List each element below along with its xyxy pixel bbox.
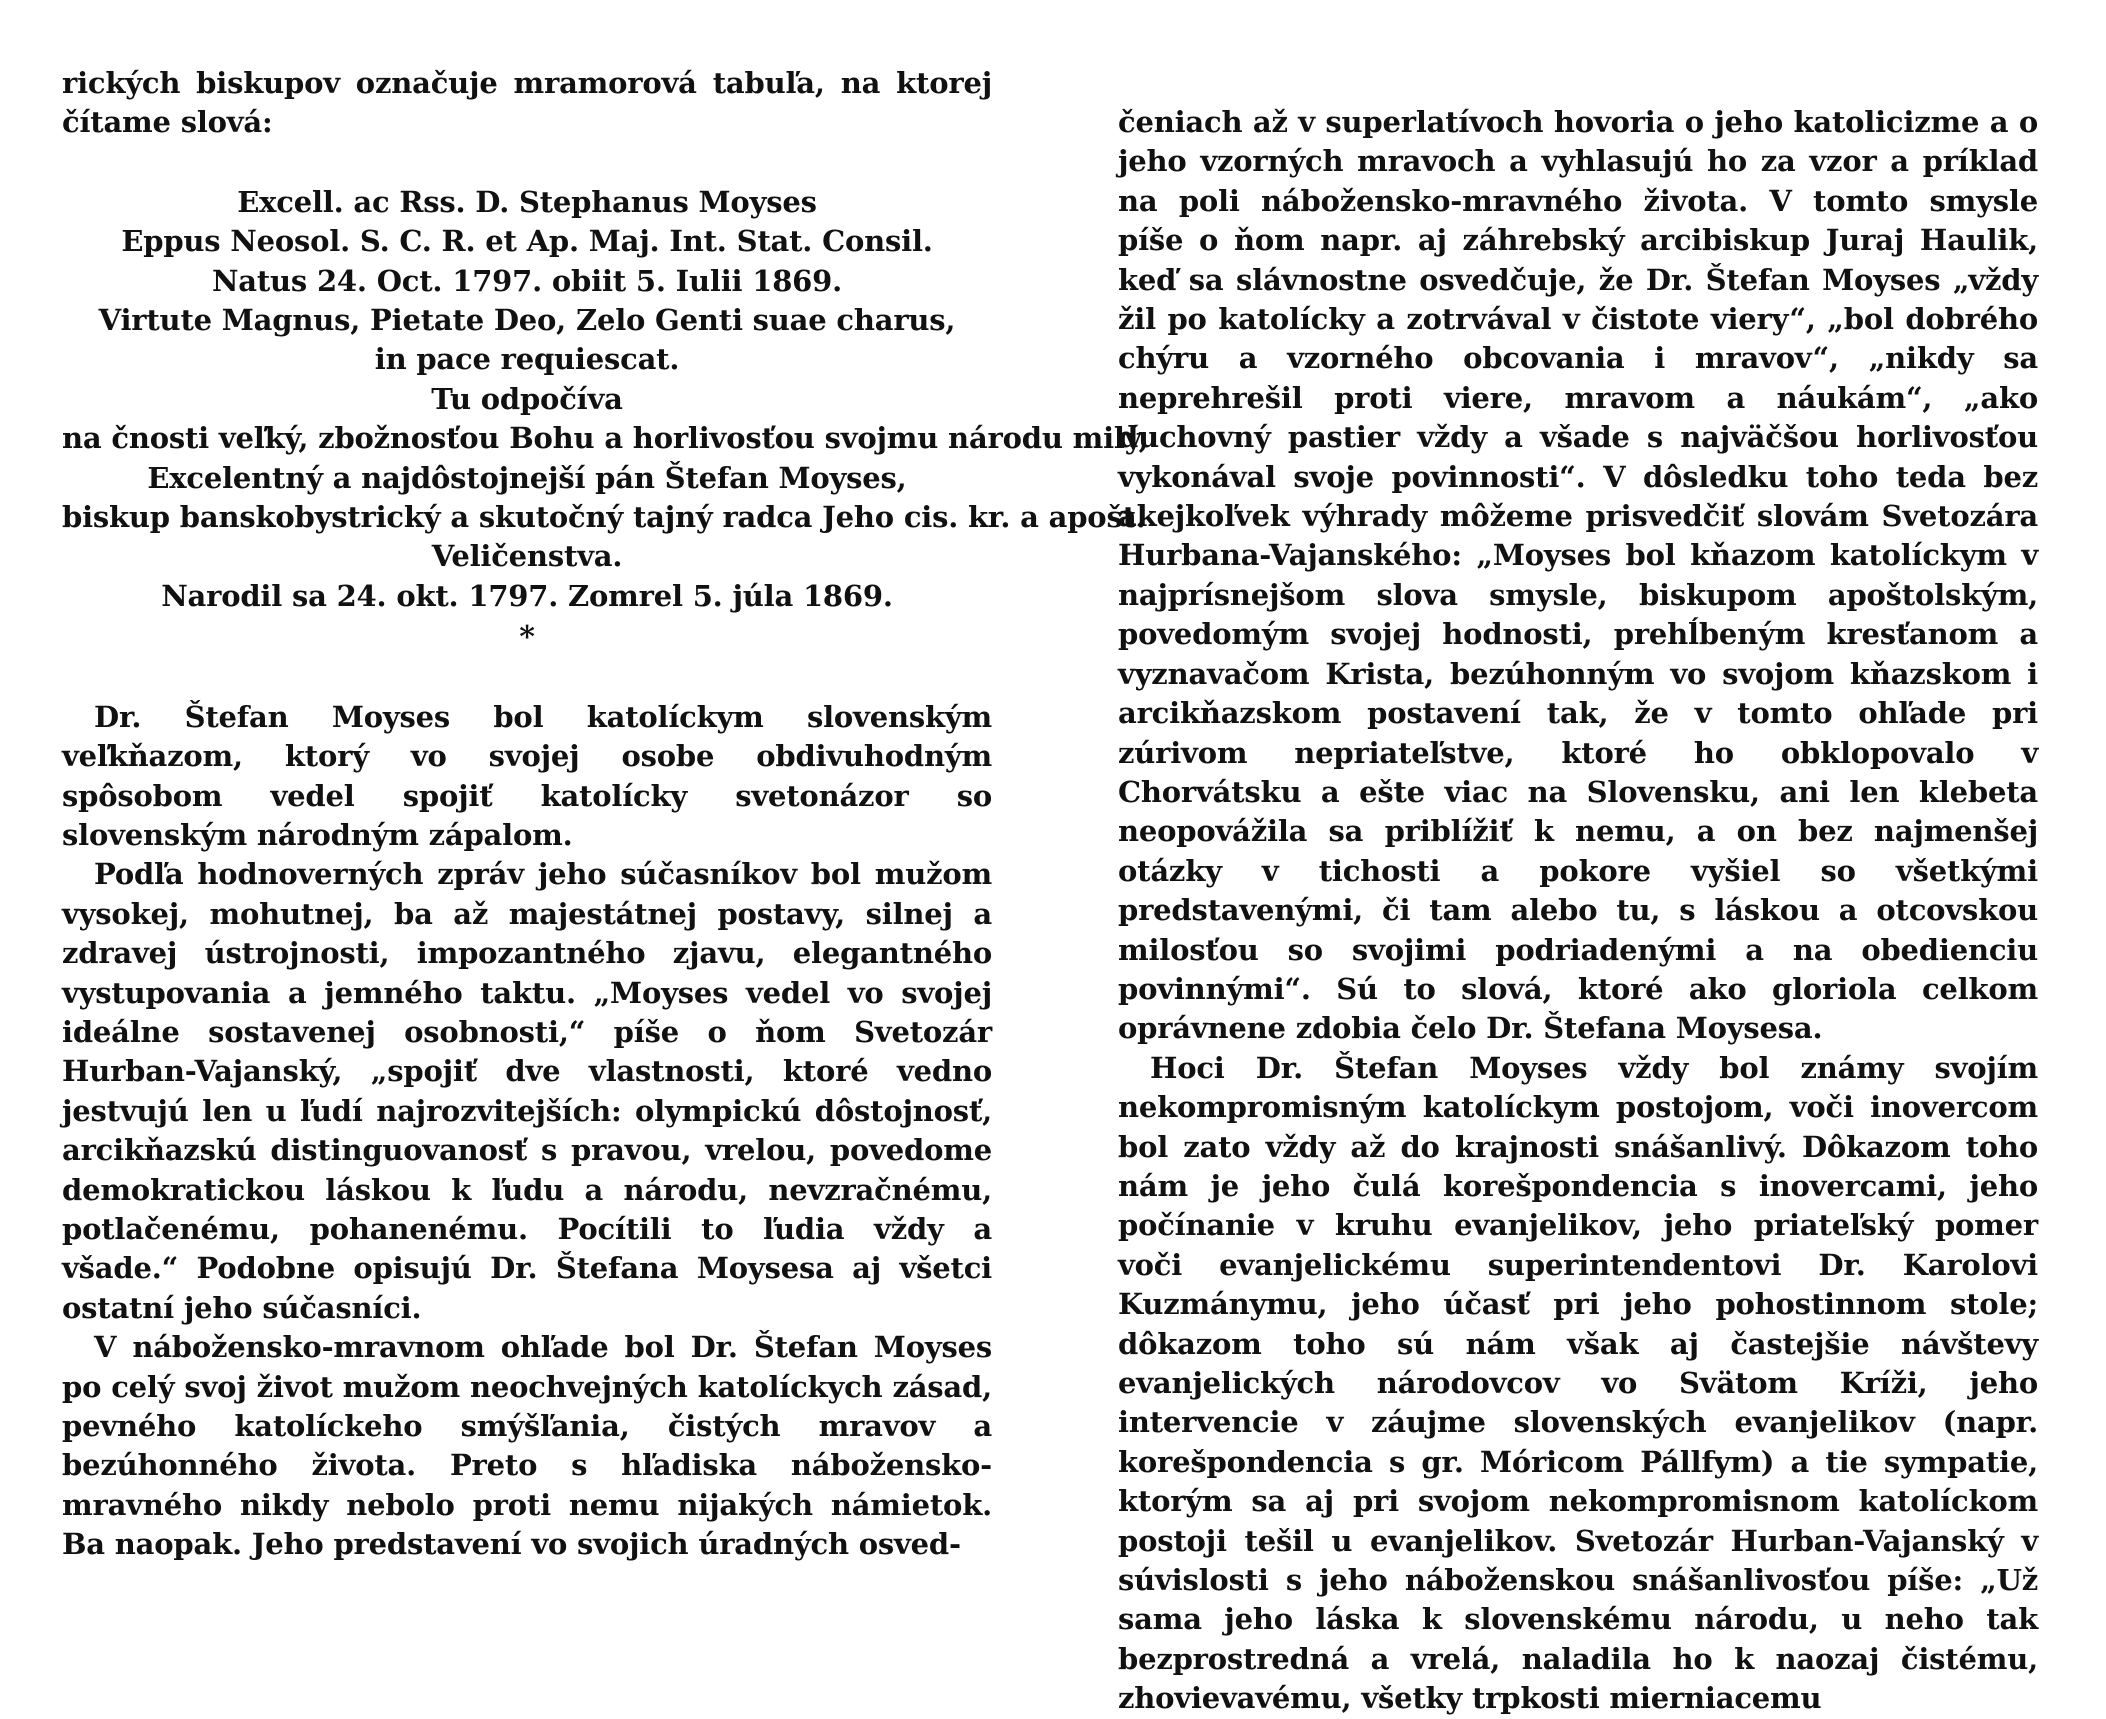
body-paragraph: čeniach až v superlatívoch hovoria o jeho katolicizme a o jeho vzorných mravoch a vyhlasujú ho za vzor a príklad na poli nábožensko-mravného života. V tomto smysle píše o ňom napr. aj záhrebský arcibiskup Juraj Haulik, keď sa slávnostne osvedčuje, že Dr. Štefan Moyses „vždy žil po katolícky a zotrvával v čistote viery“, „bol dobrého chýru a vzorného obcovania i mravov“, „nikdy sa neprehrešil proti viere, mravom a náukám“, „ako duchovný pastier vždy a všade s najväčšou horlivosťou vykonával svoje povinnosti“. V dôsledku toho teda bez akejkoľvek výhrady môžeme prisvedčiť slovám Svetozára Hurbana-Vajanského: „Moyses bol kňazom katolíckym v najprísnejšom slova smysle, biskupom apoštolským, povedomým svojej hodnosti, prehĺbeným kresťanom a vyznavačom Krista, bezúhonným vo svojom kňazskom i arcikňazskom postavení tak, že v tomto ohľade pri zúrivom nepriateľstve, ktoré ho obklopovalo v Chorvátsku a ešte viac na Slovensku, ani len klebeta neopovážila sa priblížiť k nemu, a on bez najmenšej otázky v tichosti a pokore vyšiel so všetkými predstavenými, či tam alebo tu, s láskou a otcovskou milosťou so svojimi podriadenými a na obedienciu povinnými“. Sú to slová, ktoré ako gloriola celkom oprávnene zdobia čelo Dr. Štefana Moysesa. xyxy=(1118,105,2038,1046)
inscription-line: Excell. ac Rss. D. Stephanus Moyses xyxy=(237,184,817,219)
tombstone-inscription xyxy=(62,183,1149,616)
inscription-line: in pace requiescat. xyxy=(374,342,680,377)
inscription-line: biskup banskobystrický a skutočný tajný radca Jeho cis. kr. a apošt. xyxy=(62,500,1146,535)
section-separator: * xyxy=(519,620,535,656)
inscription-line: Tu odpočíva xyxy=(431,381,623,416)
inscription-line: Virtute Magnus, Pietate Deo, Zelo Genti suae charus, xyxy=(98,303,956,338)
inscription-line: na čnosti veľký, zbožnosťou Bohu a horlivosťou svojmu národu milý, xyxy=(62,421,1149,456)
inscription-line: Narodil sa 24. okt. 1797. Zomrel 5. júla 1869. xyxy=(161,578,893,613)
left-page xyxy=(62,0,1149,1564)
body-paragraph: Hoci Dr. Štefan Moyses vždy bol známy svojím nekompromisným katolíckym postojom, voči inovercom bol zato vždy až do krajnosti snášanlivý. Dôkazom toho nám je jeho čulá korešpondencia s inovercami, jeho počínanie v kruhu evanjelikov, jeho priateľský pomer voči evanjelickému superintendentovi Dr. Karolovi Kuzmánymu, jeho účasť pri jeho pohostinnom stole; dôkazom toho sú nám však aj častejšie návštevy evanjelických národovcov vo Svätom Kríži, jeho intervencie v záujme slovenských evanjelikov (napr. korešpondencia s gr. Móricom Pállfym) a tie sympatie, ktorým sa aj pri svojom nekompromisnom katolíckom postoji tešil u evanjelikov. Svetozár Hurban-Vajanský v súvislosti s jeho náboženskou snášanlivosťou píše: „Už sama jeho láska k slovenskému národu, u neho tak bezprostredná a vrelá, naladila ho k naozaj čistému, zhovievavému, všetky trpkosti mierniacemu xyxy=(1118,1050,2038,1716)
body-paragraph: Podľa hodnoverných zpráv jeho súčasníkov bol mužom vysokej, mohutnej, ba až majestátnej postavy, silnej a zdravej ústrojnosti, impozantného zjavu, elegantného vystupovania a jemného taktu. „Moyses vedel vo svojej ideálne sostavenej osobnosti,“ píše o ňom Svetozár Hurban-Vajanský, „spojiť dve vlastnosti, ktoré vedno jestvujú len u ľudí najrozvitejších: olympickú dôstojnosť, arcikňazskú distinguovanosť s pravou, vrelou, povedome demokratickou láskou k ľudu a národu, nevzračnému, potlačenému, pohanenému. Pocítili to ľudia vždy a všade.“ Podobne opisujú Dr. Štefana Moysesa aj všetci ostatní jeho súčasníci. xyxy=(62,857,992,1325)
body-paragraph: Dr. Štefan Moyses bol katolíckym slovenským veľkňazom, ktorý vo svojej osobe obdivuhodným spôsobom vedel spojiť katolícky svetonázor so slovenským národným zápalom. xyxy=(62,699,992,852)
lead-paragraph: rických biskupov označuje mramorová tabuľa, na ktorej čítame slová: xyxy=(62,66,992,140)
inscription-line: Excelentný a najdôstojnejší pán Štefan Moyses, xyxy=(147,460,907,495)
inscription-line: Eppus Neosol. S. C. R. et Ap. Maj. Int. Stat. Consil. xyxy=(121,224,933,259)
inscription-line: Veličenstva. xyxy=(431,539,623,574)
body-paragraph: V nábožensko-mravnom ohľade bol Dr. Štefan Moyses po celý svoj život mužom neochvejných katolíckych zásad, pevného katolíckeho smýšľania, čistých mravov a bezúhonného života. Preto s hľadiska nábožensko-mravného nikdy nebolo proti nemu nijakých námietok. Ba naopak. Jeho predstavení vo svojich úradných osved- xyxy=(62,1330,992,1562)
right-page xyxy=(1118,0,2038,1716)
inscription-line: Natus 24. Oct. 1797. obiit 5. Iulii 1869. xyxy=(211,263,843,298)
